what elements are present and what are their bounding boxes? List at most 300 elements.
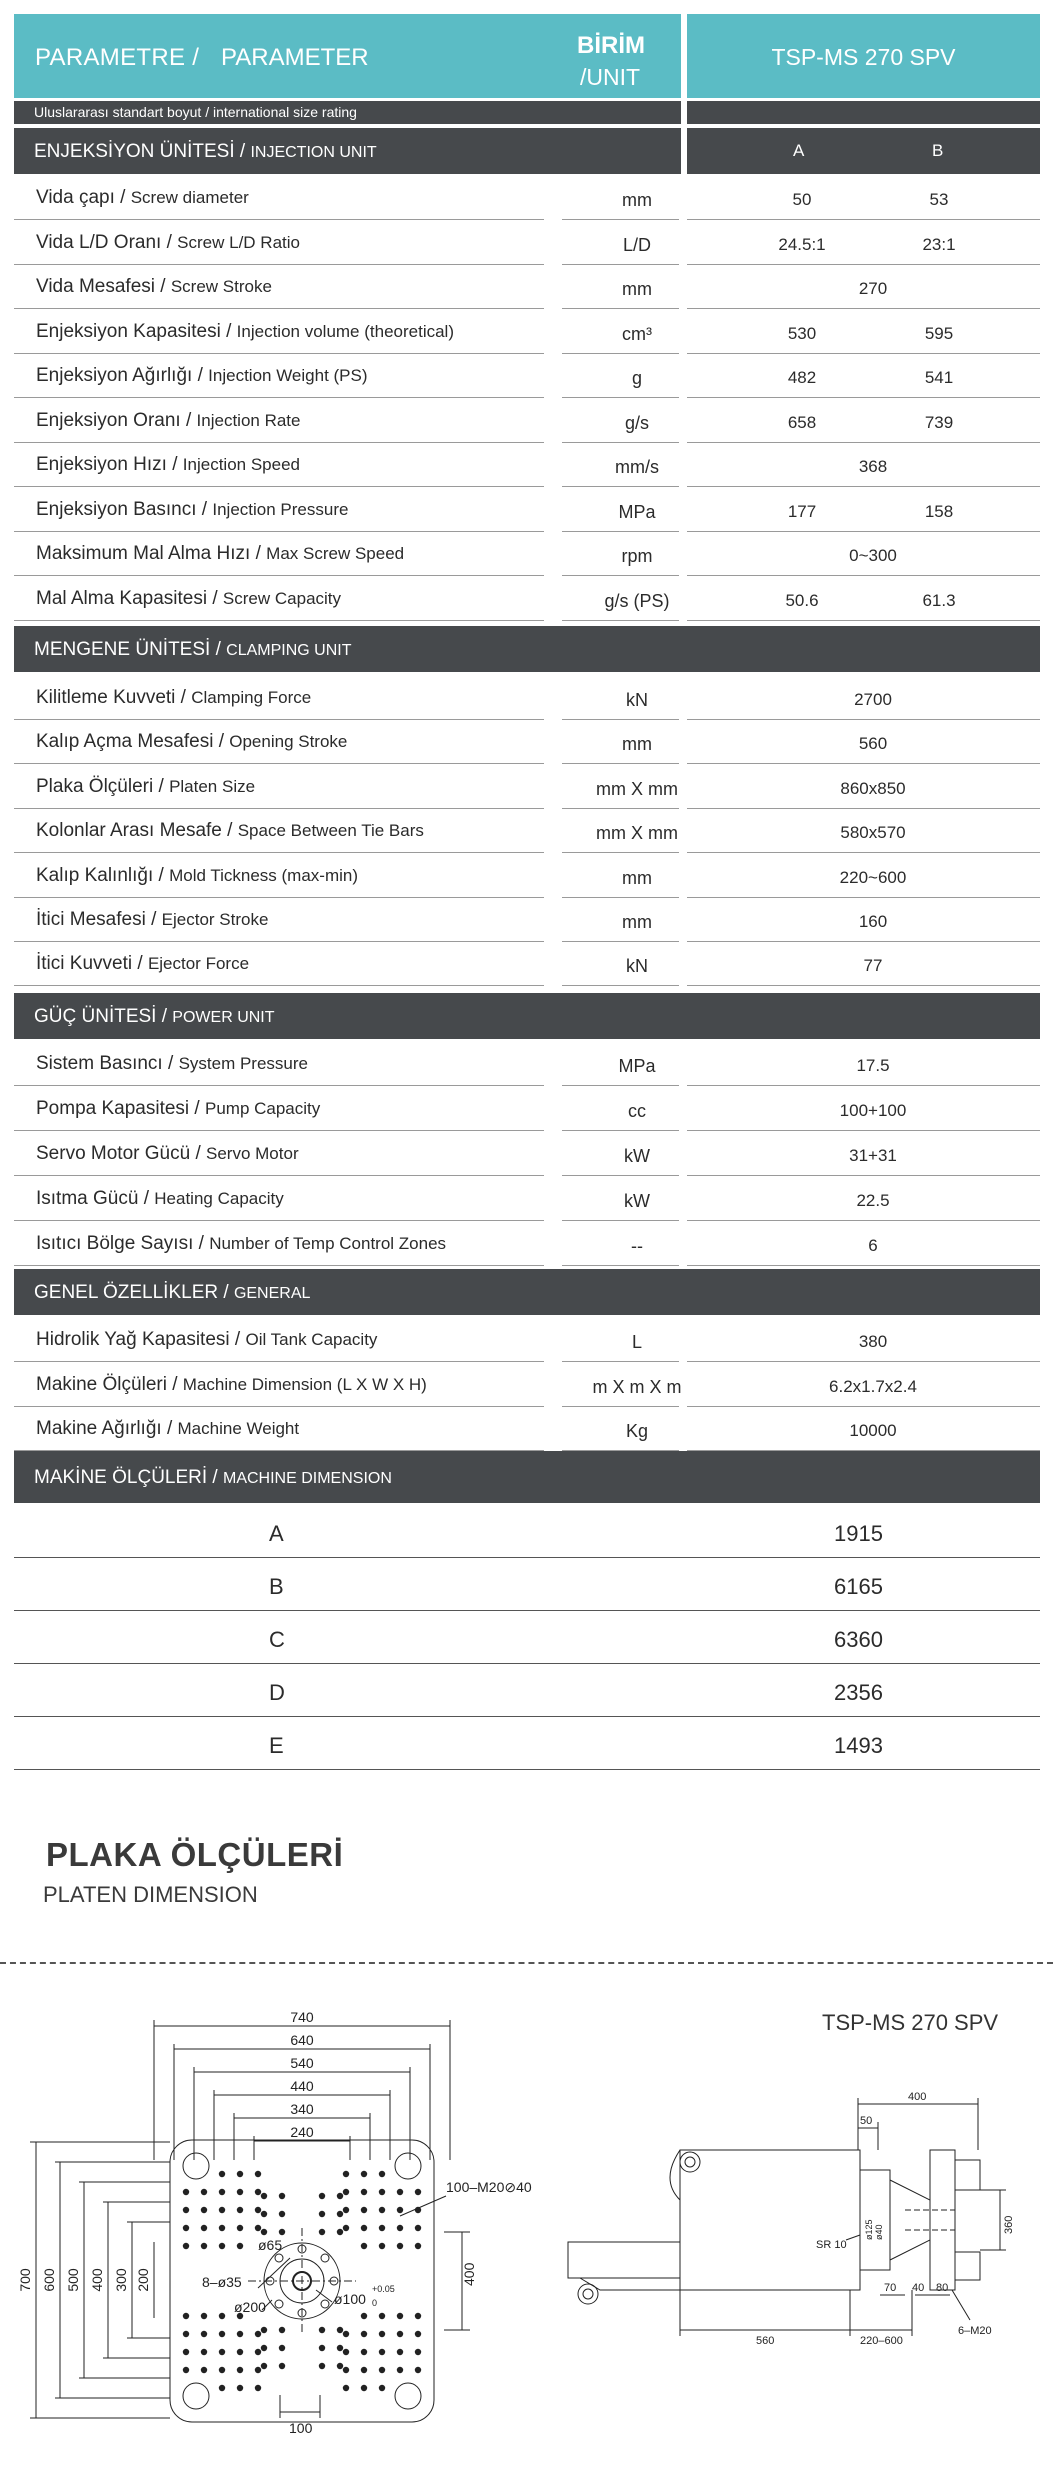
spec-row: [14, 765, 1040, 809]
section-divider: [681, 128, 687, 174]
param-en: Max Screw Speed: [266, 544, 405, 563]
value-cell: 0~300: [849, 546, 897, 565]
bolt-hole: [415, 2243, 421, 2249]
param-en: Injection Pressure: [212, 500, 349, 519]
param-en: Machine Dimension (L X W X H): [182, 1375, 427, 1394]
bolt-hole: [397, 2313, 403, 2319]
value-cell: 6: [868, 1236, 878, 1255]
section-injection-tr: ENJEKSİYON ÜNİTESİ /: [34, 141, 246, 162]
unit-cell: L/D: [622, 235, 651, 255]
bolt-hole: [255, 2349, 261, 2355]
row-divider: [562, 852, 679, 853]
row-divider: [562, 985, 679, 986]
spec-row: [14, 854, 1040, 898]
param-tr: Mal Alma Kapasitesi /: [36, 588, 218, 609]
dim-height-700: 700: [17, 2268, 33, 2292]
param-en: Oil Tank Capacity: [245, 1330, 378, 1349]
header-param-tr: PARAMETRE /: [35, 44, 200, 71]
bolt-hole: [415, 2331, 421, 2337]
value-b-cell: 61.3: [922, 591, 956, 610]
mount-hole: [275, 2300, 283, 2308]
bolt-hole: [201, 2313, 207, 2319]
section-injection-unit: [14, 128, 1040, 174]
bolt-hole: [255, 2207, 261, 2213]
dim-value: 1493: [834, 1733, 883, 1758]
param-tr: Kalıp Kalınlığı /: [36, 865, 164, 886]
dim-height-600: 600: [41, 2268, 57, 2292]
unit-cell: g: [631, 368, 642, 388]
bolt-hole: [183, 2243, 189, 2249]
unit-cell: mm: [622, 912, 652, 932]
param-tr: İtici Kuvveti /: [36, 953, 143, 974]
side-dim-80: 80: [936, 2282, 949, 2294]
value-b-cell: 158: [924, 502, 954, 521]
spec-row: [14, 532, 1040, 576]
bolt-hole: [219, 2189, 225, 2195]
row-divider: [14, 1663, 1040, 1664]
row-divider: [562, 397, 679, 398]
row-divider: [687, 1085, 1040, 1086]
param-en: Injection Weight (PS): [208, 366, 368, 385]
size-rating-bar: [14, 101, 681, 124]
platen-model: TSP-MS 270 SPV: [822, 2010, 999, 2035]
dashed-divider: [0, 1962, 1053, 1964]
bolt-hole: [201, 2189, 207, 2195]
row-divider: [562, 575, 679, 576]
bolt-hole: [261, 2327, 267, 2333]
mount-hole: [275, 2254, 283, 2262]
row-divider: [687, 219, 1040, 220]
param-en: Opening Stroke: [229, 732, 348, 751]
dim-value: 1915: [834, 1521, 883, 1546]
machine-dim-row: [14, 1718, 1040, 1770]
bolt-hole: [337, 2363, 343, 2369]
value-cell: 860x850: [840, 779, 906, 798]
bolt-hole: [201, 2349, 207, 2355]
value-cell: 22.5: [856, 1191, 890, 1210]
dim-value: 2356: [834, 1680, 883, 1705]
value-cell: 368: [858, 457, 888, 476]
side-dim-360: 360: [1003, 2215, 1015, 2234]
dim-key: D: [269, 1680, 285, 1705]
param-en: Number of Temp Control Zones: [209, 1234, 447, 1253]
unit-cell: rpm: [621, 546, 653, 566]
unit-cell: g/s: [624, 413, 649, 433]
spec-row: [14, 577, 1040, 621]
spec-row: [14, 942, 1040, 986]
row-divider: [687, 308, 1040, 309]
bolt-hole: [415, 2189, 421, 2195]
unit-cell: Kg: [625, 1421, 649, 1441]
row-divider: [562, 486, 679, 487]
param-tr: Maksimum Mal Alma Hızı /: [36, 543, 261, 564]
spec-row: [14, 354, 1040, 398]
bolt-hole: [201, 2331, 207, 2337]
header-param-en: PARAMETER: [221, 44, 369, 71]
param-tr: Isıtma Gücü /: [36, 1188, 149, 1209]
spec-row: [14, 176, 1040, 220]
side-dim-560: 560: [756, 2335, 775, 2347]
value-a-cell: 177: [787, 502, 817, 521]
bolt-hole: [255, 2171, 261, 2177]
header-model: TSP-MS 270 SPV: [771, 44, 956, 70]
bolt-hole: [415, 2349, 421, 2355]
param-tr: Vida çapı /: [36, 187, 126, 208]
unit-cell: mm: [622, 279, 652, 299]
bolt-hole: [201, 2243, 207, 2249]
base-block: [568, 2242, 680, 2278]
bolt-hole: [337, 2211, 343, 2217]
param-tr: Makine Ağırlığı /: [36, 1418, 173, 1439]
side-dim-400: 400: [908, 2091, 927, 2103]
spec-row: [14, 1407, 1040, 1451]
unit-cell: L: [631, 1332, 642, 1352]
spec-row: [14, 1132, 1040, 1176]
row-divider: [687, 985, 1040, 986]
param-en: Injection volume (theoretical): [236, 322, 454, 341]
value-b-cell: 23:1: [922, 235, 956, 254]
section-general: [14, 1269, 1040, 1315]
dim-width-740: 740: [290, 2009, 314, 2025]
value-a-cell: 50.6: [785, 591, 819, 610]
param-tr: Enjeksiyon Kapasitesi /: [36, 321, 232, 342]
dim-width-540: 540: [290, 2055, 314, 2071]
param-tr: Sistem Basıncı /: [36, 1053, 174, 1074]
row-divider: [14, 1557, 1040, 1558]
bolt-hole: [379, 2349, 385, 2355]
bolt-hole: [415, 2225, 421, 2231]
row-divider: [562, 1265, 679, 1266]
unit-cell: --: [631, 1236, 643, 1256]
bolt-hole: [397, 2225, 403, 2231]
spec-row: [14, 1177, 1040, 1221]
param-tr: Vida L/D Oranı /: [36, 232, 172, 253]
value-b-cell: 53: [929, 190, 949, 209]
spec-row: [14, 1222, 1040, 1266]
header-parameter-cell: [14, 14, 681, 98]
unit-cell: kW: [624, 1191, 650, 1211]
leader-line: [400, 2196, 446, 2216]
dim-key: E: [269, 1733, 284, 1758]
platen-side-drawing: [560, 2090, 1020, 2390]
param-en: System Pressure: [178, 1054, 308, 1073]
dim-height-200: 200: [135, 2268, 151, 2292]
param-tr: Kilitleme Kuvveti /: [36, 687, 186, 708]
param-en: Machine Weight: [177, 1419, 300, 1438]
bolt-hole: [361, 2385, 367, 2391]
param-en: Pump Capacity: [204, 1099, 321, 1118]
section-machine-tr: MAKİNE ÖLÇÜLERİ /: [34, 1467, 218, 1488]
machine-dim-row: [14, 1665, 1040, 1717]
value-a-cell: 658: [787, 413, 817, 432]
bolt-hole: [379, 2313, 385, 2319]
bolt-hole: [237, 2243, 243, 2249]
tie-bar-hole: [183, 2153, 209, 2179]
bolt-hole: [415, 2367, 421, 2373]
dim-width-640: 640: [290, 2032, 314, 2048]
bolt-hole: [183, 2331, 189, 2337]
thread-leader: [952, 2290, 970, 2320]
section-clamping-tr: MENGENE ÜNİTESİ /: [34, 639, 221, 660]
bolt-hole: [319, 2345, 325, 2351]
tolerance-upper: +0.05: [372, 2284, 395, 2294]
bolt-hole: [379, 2207, 385, 2213]
bolt-hole: [183, 2349, 189, 2355]
row-divider: [14, 219, 544, 220]
bolt-hole: [255, 2189, 261, 2195]
row-divider: [562, 763, 679, 764]
unit-cell: cm³: [622, 324, 652, 344]
row-divider: [562, 1130, 679, 1131]
bolt-hole: [361, 2331, 367, 2337]
column-a-label: A: [793, 141, 805, 160]
row-divider: [14, 308, 544, 309]
param-tr: Hidrolik Yağ Kapasitesi /: [36, 1329, 241, 1350]
bolt-hole: [415, 2313, 421, 2319]
row-divider: [14, 620, 544, 621]
bolt-hole: [361, 2243, 367, 2249]
param-en: Platen Size: [169, 777, 256, 796]
dim-height-500: 500: [65, 2268, 81, 2292]
row-divider: [562, 1085, 679, 1086]
pcd-label: ø200: [234, 2299, 266, 2315]
bolt-hole: [219, 2313, 225, 2319]
row-divider: [687, 1130, 1040, 1131]
spec-row: [14, 488, 1040, 532]
unit-cell: MPa: [618, 502, 656, 522]
section-machine-en: MACHINE DIMENSION: [223, 1470, 392, 1487]
spec-row: [14, 1042, 1040, 1086]
bolt-hole: [279, 2327, 285, 2333]
row-divider: [14, 486, 544, 487]
bolt-hole: [379, 2171, 385, 2177]
bolt-hole: [183, 2367, 189, 2373]
center-label: ø100: [334, 2291, 366, 2307]
bolt-hole: [343, 2349, 349, 2355]
bolt-hole: [337, 2193, 343, 2199]
row-divider: [14, 1361, 544, 1362]
bolt-hole: [261, 2211, 267, 2217]
unit-cell: mm: [622, 868, 652, 888]
section-power-tr: GÜÇ ÜNİTESİ /: [34, 1006, 168, 1027]
row-divider: [14, 1175, 544, 1176]
header-unit-tr: BİRİM: [577, 32, 645, 59]
bolt-hole: [361, 2367, 367, 2373]
platen-front-drawing: [0, 1990, 560, 2460]
bolt-hole: [255, 2331, 261, 2337]
value-cell: 6.2x1.7x2.4: [829, 1377, 917, 1396]
bolt-hole: [279, 2211, 285, 2217]
dim-width-440: 440: [290, 2078, 314, 2094]
param-tr: Kolonlar Arası Mesafe /: [36, 820, 233, 841]
header-unit-en: /UNIT: [580, 64, 641, 90]
dim-value: 6165: [834, 1574, 883, 1599]
bolt-hole: [397, 2207, 403, 2213]
unit-cell: g/s (PS): [604, 591, 670, 611]
bolt-hole: [237, 2367, 243, 2373]
bolt-hole: [237, 2349, 243, 2355]
param-tr: Enjeksiyon Oranı /: [36, 410, 192, 431]
row-divider: [562, 1175, 679, 1176]
pitch-label: 100: [289, 2420, 313, 2436]
row-divider: [687, 486, 1040, 487]
bolt-hole: [319, 2327, 325, 2333]
side-dim-40: ø40: [874, 2224, 884, 2240]
bolt-hole: [261, 2193, 267, 2199]
bolt-hole: [219, 2171, 225, 2177]
header-model-cell: [687, 14, 1040, 98]
param-tr: Kalıp Açma Mesafesi /: [36, 731, 224, 752]
bolt-hole: [237, 2331, 243, 2337]
section-injection-en: INJECTION UNIT: [250, 144, 377, 161]
machine-dim-row: [14, 1506, 1040, 1558]
bolt-hole: [397, 2243, 403, 2249]
param-en: Injection Speed: [182, 455, 300, 474]
dim-height-400: 400: [89, 2268, 105, 2292]
leader-line: [258, 2258, 290, 2288]
spec-row: [14, 898, 1040, 942]
bolt-hole: [261, 2345, 267, 2351]
row-divider: [562, 308, 679, 309]
platen-subtitle: PLATEN DIMENSION: [43, 1882, 258, 1907]
value-cell: 10000: [849, 1421, 897, 1440]
row-divider: [562, 1220, 679, 1221]
bolt-hole: [343, 2225, 349, 2231]
spec-row: [14, 399, 1040, 443]
column-b-label: B: [932, 141, 944, 160]
bolt-hole: [319, 2229, 325, 2235]
value-b-cell: 595: [924, 324, 954, 343]
unit-cell: mm X mm: [596, 823, 678, 843]
value-a-cell: 24.5:1: [778, 235, 826, 254]
row-divider: [14, 985, 544, 986]
row-divider: [687, 575, 1040, 576]
side-dim-50: 50: [860, 2115, 873, 2127]
bolt-hole: [397, 2189, 403, 2195]
section-clamping-unit: [14, 626, 1040, 672]
bolt-hole: [261, 2363, 267, 2369]
bolt-hole: [237, 2225, 243, 2231]
param-en: Ejector Stroke: [161, 910, 269, 929]
param-tr: Enjeksiyon Ağırlığı /: [36, 365, 203, 386]
tie-bar-hole: [395, 2153, 421, 2179]
bolt-hole: [279, 2363, 285, 2369]
spec-row: [14, 720, 1040, 764]
bolt-hole: [343, 2331, 349, 2337]
row-divider: [14, 1085, 544, 1086]
bolt-hole: [379, 2243, 385, 2249]
param-tr: Vida Mesafesi /: [36, 276, 166, 297]
bolt-hole: [237, 2207, 243, 2213]
spec-row: [14, 676, 1040, 720]
bolt-label: 100–M20⊘40: [446, 2179, 532, 2195]
param-en: Screw Stroke: [170, 277, 272, 296]
unit-cell: mm/s: [615, 457, 659, 477]
bolt-hole: [361, 2189, 367, 2195]
bolt-hole: [183, 2189, 189, 2195]
sr-leader: [846, 2235, 860, 2240]
moving-platen: [930, 2150, 955, 2290]
bolt-hole: [337, 2345, 343, 2351]
bolt-hole: [337, 2327, 343, 2333]
tie-bar-hole: [395, 2383, 421, 2409]
bolt-hole: [361, 2171, 367, 2177]
bolt-hole: [343, 2385, 349, 2391]
unit-cell: kN: [626, 690, 648, 710]
row-divider: [14, 1716, 1040, 1717]
bolt-hole: [361, 2207, 367, 2213]
bolt-hole: [183, 2313, 189, 2319]
param-en: Screw L/D Ratio: [177, 233, 300, 252]
value-cell: 2700: [854, 690, 892, 709]
bolt-hole: [255, 2385, 261, 2391]
value-cell: 220~600: [839, 868, 907, 887]
unit-cell: kN: [626, 956, 648, 976]
bolt-hole: [397, 2331, 403, 2337]
value-cell: 17.5: [856, 1056, 890, 1075]
side-dim-range: 220–600: [860, 2335, 903, 2347]
spec-row: [14, 1363, 1040, 1407]
bolt-hole: [255, 2225, 261, 2231]
bolt-hole: [337, 2229, 343, 2235]
bolt-hole: [201, 2367, 207, 2373]
unit-cell: m X m X m: [592, 1377, 682, 1397]
value-cell: 270: [858, 279, 888, 298]
param-tr: Servo Motor Gücü /: [36, 1143, 201, 1164]
row-divider: [687, 1175, 1040, 1176]
section-clamping-en: CLAMPING UNIT: [226, 642, 352, 659]
bolt-hole: [279, 2345, 285, 2351]
tie-bar-hole: [183, 2383, 209, 2409]
side-sr-label: SR 10: [816, 2239, 847, 2251]
unit-cell: mm X mm: [596, 779, 678, 799]
value-cell: 77: [863, 956, 883, 975]
mount-hole: [321, 2300, 329, 2308]
dim-key: A: [269, 1521, 284, 1546]
spec-row: [14, 443, 1040, 487]
param-en: Screw Capacity: [222, 589, 342, 608]
side-dim-40b: 40: [912, 2282, 925, 2294]
row-divider: [562, 1361, 679, 1362]
unit-cell: mm: [622, 190, 652, 210]
bolt-hole: [379, 2225, 385, 2231]
spec-row: [14, 265, 1040, 309]
value-a-cell: 50: [792, 190, 812, 209]
section-power-unit: [14, 993, 1040, 1039]
section-general-en: GENERAL: [233, 1285, 311, 1302]
spec-row: [14, 310, 1040, 354]
bolt-hole: [237, 2171, 243, 2177]
unit-cell: cc: [628, 1101, 646, 1121]
spec-row: [14, 1087, 1040, 1131]
param-en: Clamping Force: [191, 688, 312, 707]
row-divider: [687, 1361, 1040, 1362]
holes-label: 8–ø35: [202, 2274, 242, 2290]
bolt-hole: [319, 2193, 325, 2199]
value-b-cell: 541: [924, 368, 954, 387]
param-tr: Enjeksiyon Basıncı /: [36, 499, 208, 520]
fixed-platen-body: [680, 2150, 860, 2290]
mount-hole: [321, 2254, 329, 2262]
platen-title: PLAKA ÖLÇÜLERİ: [46, 1836, 344, 1873]
row-divider: [687, 1265, 1040, 1266]
row-divider: [14, 763, 544, 764]
bolt-hole: [343, 2207, 349, 2213]
row-divider: [687, 620, 1040, 621]
value-b-cell: 739: [924, 413, 954, 432]
param-en: Space Between Tie Bars: [237, 821, 424, 840]
bolt-hole: [219, 2385, 225, 2391]
